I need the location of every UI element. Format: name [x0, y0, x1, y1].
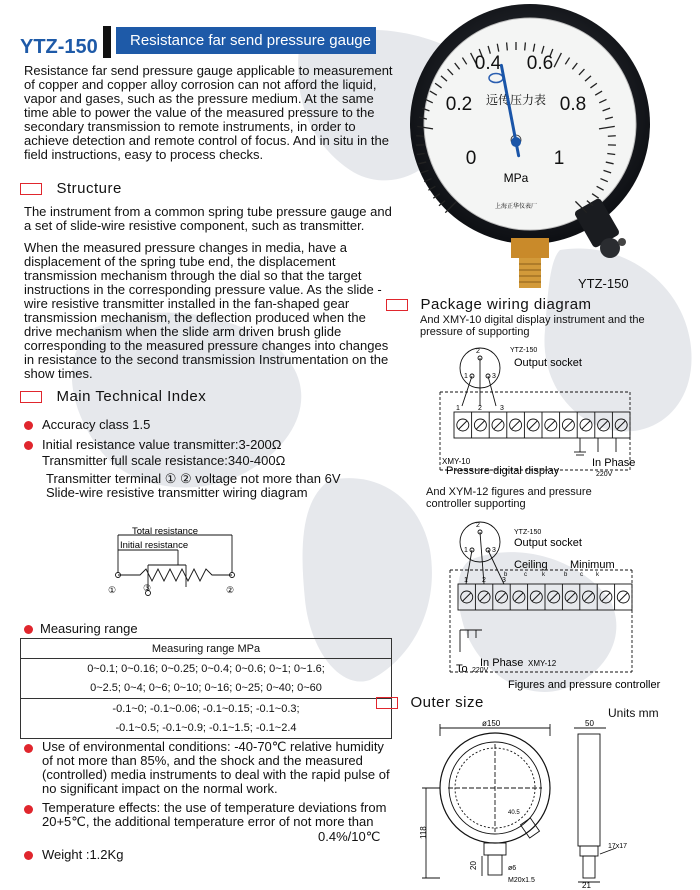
terminal-num: 3 [502, 577, 506, 584]
wiring-subtitle-2: And XYM-12 figures and pressure controller supporting [426, 486, 592, 510]
terminal-voltage-item: Transmitter terminal ① ② voltage not more than 6V [46, 471, 341, 486]
measuring-range-table [20, 638, 392, 739]
bullet-icon [24, 744, 33, 753]
terminal-slot [585, 593, 593, 601]
terminal-slot [476, 421, 484, 429]
wiring-heading: Package wiring diagram [386, 296, 592, 314]
dim-depth-50: 50 [585, 719, 594, 728]
terminal-slot [567, 593, 575, 601]
socket-label: Output socket [514, 537, 582, 549]
terminal-slot [498, 593, 506, 601]
structure-paragraph-2: When the measured pressure changes in media, have a displacement of the spring tube end, the displacement transmission mechanism through the dial so that the target instructions in the corresponding pressure value. As the slide -wire resistive transmitter installed in the fan-shaped gear transmission mechanism, the deflection produced when the drive mechanism when the slide arm driven brush glide corresponding to the measured pressure changes into changes in resistance to the second transmission Instrumentation on the show times. [24, 240, 389, 381]
in-phase-label: In Phase [592, 457, 636, 469]
total-resistance-label: Total resistance [132, 526, 199, 537]
scale-label-0.6: 0.6 [526, 53, 554, 74]
contact-c: c [580, 572, 583, 578]
terminal-3-label: ③ [143, 583, 152, 593]
terminal-slot [459, 421, 467, 429]
initial-resistance-item: Initial resistance value transmitter:3-200Ω [42, 437, 282, 452]
socket-pin-3: 3 [492, 373, 496, 380]
socket-pin-2: 2 [476, 348, 480, 355]
socket-pin-1: 1 [464, 547, 468, 554]
range-table-header: Measuring range MPa [21, 639, 392, 659]
section-marker-icon [20, 391, 42, 403]
terminal-slot [564, 421, 572, 429]
contact-k: k [542, 572, 545, 578]
full-scale-item: Transmitter full scale resistance:340-400Ω [42, 453, 286, 468]
socket-pin-2: 2 [476, 522, 480, 529]
terminal-slot [602, 593, 610, 601]
terminal-slot [550, 593, 558, 601]
dim-21: 21 [582, 881, 591, 890]
dial-maker: 上海正华仪表厂 [494, 203, 538, 210]
bullet-icon [24, 421, 33, 430]
terminal-slot [619, 593, 627, 601]
terminal-slot [529, 421, 537, 429]
contact-c: c [524, 572, 527, 578]
terminal-1-label: ① [108, 585, 117, 595]
terminal-slot [582, 421, 590, 429]
gauge-tick [608, 136, 616, 137]
xmy12-model: XMY-12 [528, 659, 557, 668]
dim-hex: 17x17 [608, 843, 628, 850]
xmy10-label: Pressure digital display [446, 465, 560, 477]
terminal-2-label: ② [226, 585, 235, 595]
environment-item: Use of environmental conditions: -40-70℃ relative humidity of not more than 85%, and the shock and the measured (controlled) media instruments to deal with the rapid pulse of no significant impact on the normal work. [42, 739, 390, 796]
minimum-label: Minimum [570, 559, 615, 571]
terminal-num: 2 [478, 405, 482, 412]
ceiling-label: Ceiling [514, 559, 548, 571]
range-row: -0.1~0; -0.1~0.06; -0.1~0.15; -0.1~0.3; [21, 699, 392, 719]
scale-label-0.8: 0.8 [559, 94, 587, 115]
resistance-diagram [100, 525, 260, 610]
terminal-num: 1 [456, 405, 460, 412]
dim-thread: M20x1.5 [508, 877, 535, 884]
units-label: Units mm [608, 706, 659, 720]
weight-item: Weight :1.2Kg [42, 847, 124, 862]
model-number: YTZ-150 [20, 36, 98, 58]
measuring-heading: Measuring range [40, 621, 138, 636]
dim-height-118: 118 [419, 826, 428, 839]
socket-pin-3: 3 [492, 547, 496, 554]
bullet-icon [24, 851, 33, 860]
terminal-slot [617, 421, 625, 429]
gauge-tick [416, 136, 424, 137]
scale-label-1: 1 [553, 148, 565, 169]
outer-size-heading: Outer size [376, 694, 484, 712]
xmy10-model: XMY-10 [442, 457, 471, 466]
volt-label: 220V [472, 667, 489, 674]
terminal-slot [480, 593, 488, 601]
terminal-slot [600, 421, 608, 429]
wiring-diagram-xmy10 [420, 340, 640, 485]
outer-size-drawing [420, 716, 680, 888]
terminal-slot [547, 421, 555, 429]
section-marker-icon [386, 299, 408, 311]
section-marker-icon [376, 697, 398, 709]
terminal-num: 1 [464, 577, 468, 584]
contact-b: b [564, 572, 568, 578]
page-title: Resistance far send pressure gauge [116, 27, 376, 54]
intro-paragraph: Resistance far send pressure gauge applicable to measurement of copper and copper alloy corrosion can not afford the liquid, vapor and gases, such as the pressure medium. At the same time able to power the value of the measured pressure to the secondary transmission to remote instruments, in order to achieve detection and remote control of focus. And in situ in the field instructions, easy to process checks. [24, 63, 393, 162]
bullet-icon [24, 441, 33, 450]
terminal-slot [463, 593, 471, 601]
wiring-caption: Slide-wire resistive transmitter wiring diagram [46, 485, 308, 500]
socket-model: YTZ-150 [514, 529, 542, 536]
structure-paragraph-1: The instrument from a common spring tube pressure gauge and a set of slide-wire resistive component, such as transmitter. [24, 204, 392, 233]
volt-label: 220V [596, 471, 613, 478]
wiring-diagram-xmy12 [420, 512, 680, 692]
terminal-num: 2 [482, 577, 486, 584]
dim-20: 20 [469, 861, 478, 870]
dim-bolt: 40.5 [508, 810, 520, 816]
bullet-icon [24, 625, 33, 634]
temperature-value: 0.4%/10℃ [318, 829, 381, 844]
to-label: To [456, 663, 468, 675]
range-row: 0~0.1; 0~0.16; 0~0.25; 0~0.4; 0~0.6; 0~1; 0~1.6; [21, 659, 392, 679]
accuracy-item: Accuracy class 1.5 [42, 417, 151, 432]
gauge-tick [525, 42, 526, 50]
temperature-item: Temperature effects: the use of temperature deviations from 20+5℃, the additional temperature error of not more than [42, 800, 387, 829]
bullet-icon [24, 805, 33, 814]
dim-diameter-6: ø6 [508, 865, 517, 872]
wiring-subtitle-1: And XMY-10 digital display instrument and the pressure of supporting [420, 314, 645, 338]
terminal-num: 3 [500, 405, 504, 412]
tech-heading: Main Technical Index [20, 388, 206, 406]
contact-b: b [504, 572, 508, 578]
scale-label-0.4: 0.4 [474, 53, 502, 74]
initial-resistance-label: Initial resistance [120, 540, 189, 551]
socket-model: YTZ-150 [510, 347, 538, 354]
structure-heading: Structure [20, 180, 122, 198]
contact-k: k [596, 572, 599, 578]
terminal-slot [532, 593, 540, 601]
gauge-tick [507, 42, 508, 50]
section-marker-icon [20, 183, 42, 195]
scale-label-0.2: 0.2 [445, 94, 473, 115]
gauge-caption: YTZ-150 [578, 276, 629, 291]
range-row: 0~2.5; 0~4; 0~6; 0~10; 0~16; 0~25; 0~40; 0~60 [21, 679, 392, 699]
socket-label: Output socket [514, 357, 582, 369]
socket-pin-1: 1 [464, 373, 468, 380]
xmy12-label: Figures and pressure controller [508, 679, 661, 691]
terminal-slot [515, 593, 523, 601]
scale-label-0: 0 [465, 148, 477, 169]
header-divider [103, 26, 111, 58]
pressure-gauge-image [410, 2, 680, 294]
terminal-slot [512, 421, 520, 429]
dial-unit: MPa [503, 171, 529, 185]
in-phase-label: In Phase [480, 657, 524, 669]
dial-chinese-title: 远传压力表 [485, 93, 547, 107]
range-row: -0.1~0.5; -0.1~0.9; -0.1~1.5; -0.1~2.4 [21, 719, 392, 739]
terminal-slot [494, 421, 502, 429]
dim-diameter-150: ø150 [482, 719, 501, 728]
